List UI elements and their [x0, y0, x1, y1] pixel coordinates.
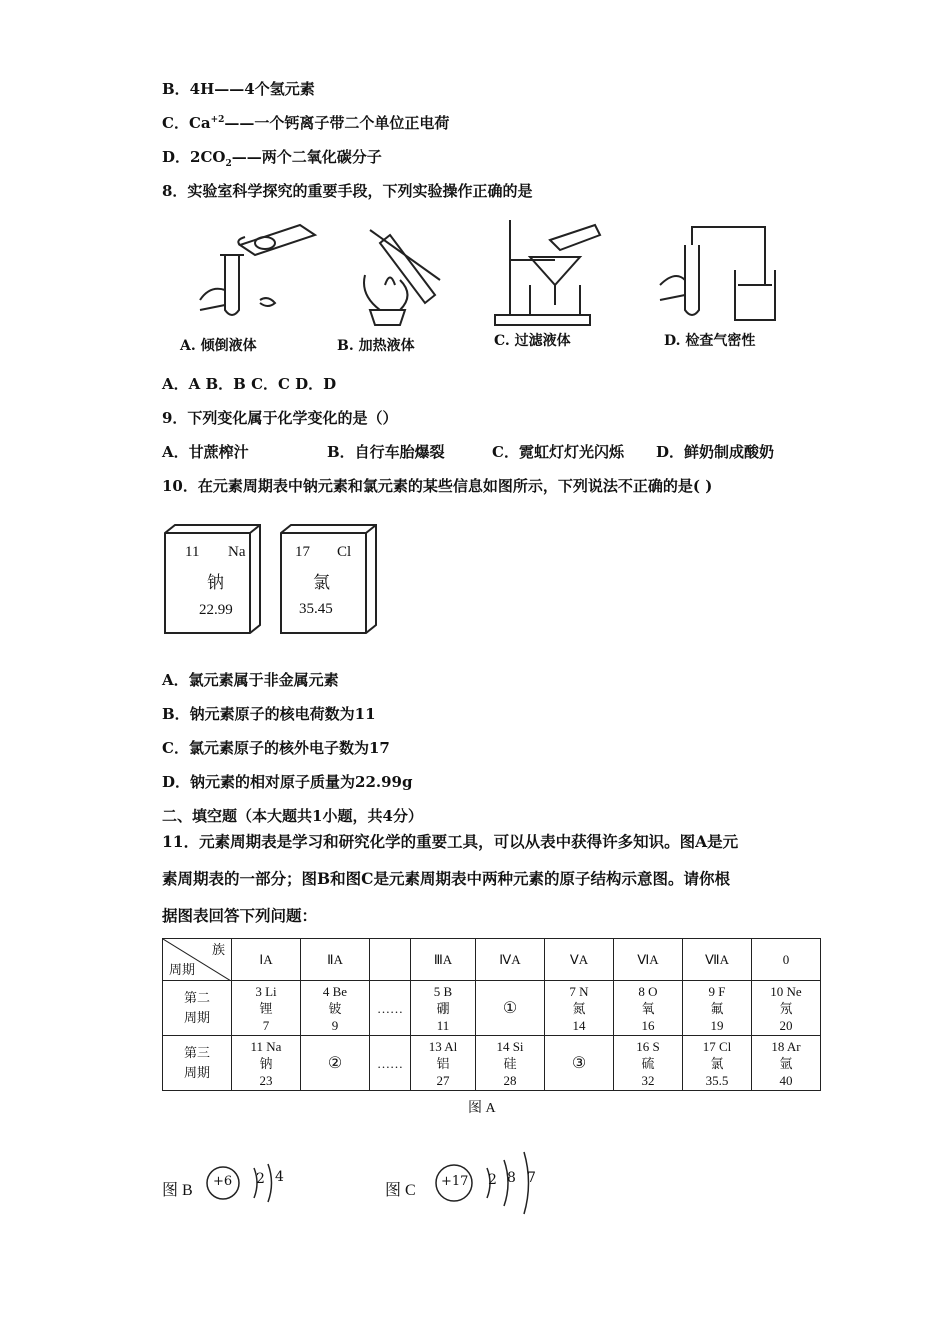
- element-cell: 7 N 氮 14: [545, 981, 614, 1036]
- blank-cell-2: ②: [301, 1036, 370, 1091]
- element-cell: 16 S 硫 32: [614, 1036, 683, 1091]
- q7-option-d: D．$2CO_2——$两个二氧化碳分子: [162, 148, 382, 169]
- atom-structure-chlorine: [432, 1148, 542, 1218]
- q10-option-c: C．氯元素原子的核外电子数为17: [162, 739, 390, 757]
- card-name: 钠: [207, 573, 224, 593]
- header-cell: ⅣA: [476, 939, 545, 981]
- q8-stem: 8．实验室科学探究的重要手段，下列实验操作正确的是: [162, 182, 533, 200]
- figure-b-label: 图 B: [162, 1182, 193, 1199]
- header-cell: ⅡA: [301, 939, 370, 981]
- element-cell: 14 Si 硅 28: [476, 1036, 545, 1091]
- element-cell: 18 Ar 氩 40: [752, 1036, 821, 1091]
- header-cell: ⅤA: [545, 939, 614, 981]
- corner-period: 周期: [169, 962, 196, 977]
- q11-stem-line2: 素周期表的一部分；图B和图C是元素周期表中两种元素的原子结构示意图。请你根: [162, 869, 730, 888]
- blank-cell-1: ①: [476, 981, 545, 1036]
- shell-electrons: 2: [256, 1171, 265, 1187]
- nucleus-charge: +17: [441, 1174, 469, 1189]
- q9-option-c: C．霓虹灯灯光闪烁: [492, 443, 624, 461]
- element-cell: ……: [370, 981, 411, 1036]
- element-cell: 4 Be 铍 9: [301, 981, 370, 1036]
- element-cell: 11 Na 钠 23: [232, 1036, 301, 1091]
- q9-option-a: A．甘蔗榨汁: [162, 443, 249, 461]
- element-cell: 5 B 硼 11: [411, 981, 476, 1036]
- header-cell: ⅥA: [614, 939, 683, 981]
- figure-a-label: 图 A: [468, 1101, 496, 1116]
- figure-a-caption: A. 倾倒液体: [180, 338, 257, 354]
- card-mass: 35.45: [299, 601, 333, 617]
- row-label-period-3: 第三周期: [163, 1036, 232, 1091]
- blank-cell-3: ③: [545, 1036, 614, 1091]
- q9-stem: 9．下列变化属于化学变化的是（）: [162, 409, 398, 427]
- nucleus-charge: +6: [213, 1174, 233, 1189]
- element-cell: 10 Ne 氖 20: [752, 981, 821, 1036]
- element-cell: 17 Cl 氯 35.5: [683, 1036, 752, 1091]
- q9-options: [162, 441, 774, 462]
- card-mass: 22.99: [199, 602, 233, 618]
- header-cell: [370, 939, 411, 981]
- header-cell: ⅠA: [232, 939, 301, 981]
- shell-electrons: 4: [275, 1169, 284, 1185]
- element-card-cl: [279, 523, 379, 635]
- figure-check-airtightness: [650, 215, 780, 335]
- q7-option-b: B．4H——4个氢元素: [162, 80, 315, 98]
- figure-c-label: 图 C: [385, 1182, 416, 1199]
- q8-answer-options: A．A B．B C．C D．D: [162, 375, 337, 393]
- header-cell: ⅢA: [411, 939, 476, 981]
- q10-option-a: A．氯元素属于非金属元素: [162, 671, 339, 689]
- header-cell: ⅦA: [683, 939, 752, 981]
- card-name: 氯: [313, 573, 330, 593]
- element-card-na: [163, 523, 263, 635]
- q9-option-b: B．自行车胎爆裂: [327, 443, 445, 461]
- card-number: 11: [185, 544, 200, 560]
- element-cell: 13 Al 铝 27: [411, 1036, 476, 1091]
- figure-c-caption: C. 过滤液体: [494, 333, 571, 349]
- card-number: 17: [295, 544, 310, 560]
- figure-filter-liquid: [490, 215, 610, 335]
- q7-option-c: C．$Ca^{+2}——$一个钙离子带二个单位正电荷: [162, 114, 450, 132]
- element-cell: 8 O 氧 16: [614, 981, 683, 1036]
- figure-b-caption: B. 加热液体: [337, 338, 415, 354]
- q10-option-d: D．钠元素的相对原子质量为22.99g: [162, 773, 413, 791]
- corner-group: 族: [211, 942, 225, 957]
- q9-option-d: D．鲜奶制成酸奶: [656, 443, 775, 461]
- shell-electrons: 2: [488, 1172, 497, 1188]
- q10-stem: 10．在元素周期表中钠元素和氯元素的某些信息如图所示，下列说法不正确的是( ): [162, 477, 713, 495]
- q11-stem-line3: 据图表回答下列问题：: [162, 906, 318, 925]
- periodic-table-fragment: [162, 938, 821, 1091]
- figure-pour-liquid: [180, 215, 330, 335]
- table-corner: [163, 939, 232, 981]
- shell-electrons: 7: [527, 1170, 536, 1186]
- figure-heat-liquid: [340, 215, 460, 335]
- shell-electrons: 8: [507, 1170, 516, 1186]
- q10-option-b: B．钠元素原子的核电荷数为11: [162, 705, 376, 723]
- figure-d-caption: D. 检查气密性: [664, 333, 756, 349]
- card-symbol: Cl: [337, 544, 352, 560]
- element-cell: 3 Li 锂 7: [232, 981, 301, 1036]
- element-cell: ……: [370, 1036, 411, 1091]
- row-label-period-2: 第二周期: [163, 981, 232, 1036]
- card-symbol: Na: [228, 544, 246, 560]
- header-cell: 0: [752, 939, 821, 981]
- atom-structure-carbon: [204, 1160, 294, 1210]
- section-heading: 二、填空题（本大题共1小题，共4分）: [162, 807, 423, 825]
- element-cell: 9 F 氟 19: [683, 981, 752, 1036]
- q11-stem-line1: 11．元素周期表是学习和研究化学的重要工具，可以从表中获得许多知识。图A是元: [162, 832, 739, 851]
